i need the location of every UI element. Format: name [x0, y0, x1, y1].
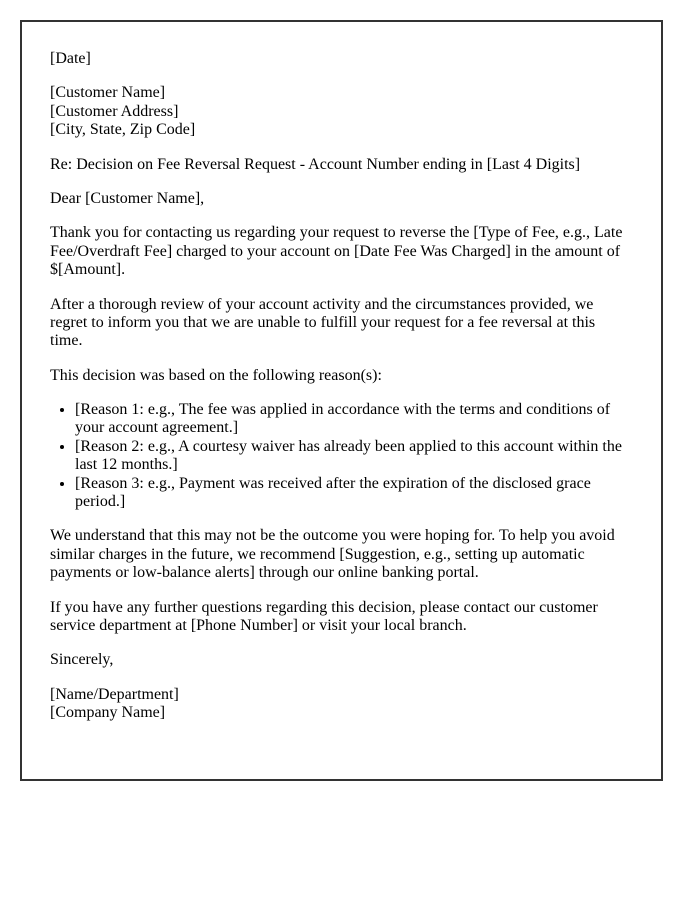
recipient-address-block [50, 84, 631, 139]
recipient-name-line: [Customer Name] [50, 84, 166, 102]
recipient-city-state-zip-line: [City, State, Zip Code] [50, 121, 196, 139]
reason-item-1: • [Reason 1: e.g., The fee was applied in accordance with the terms and conditions of your account agreement.] [75, 401, 631, 438]
salutation: Dear [Customer Name], [50, 189, 205, 207]
closing-paragraph-suggestion: We understand that this may not be the outcome you were hoping for. To help you avoid similar charges in the future, we recommend [Suggestion, e.g., setting up automatic payments or low-balance alerts] through our online banking portal. [50, 527, 615, 582]
recipient-address-line: [Customer Address] [50, 102, 179, 120]
signature-company-line: [Company Name] [50, 704, 166, 722]
body-paragraph-fee-request: Thank you for contacting us regarding your request to reverse the [Type of Fee, e.g., Late Fee/Overdraft Fee] charged to your account on [Date Fee Was Charged] in the amount of $[Amount]. [50, 224, 623, 279]
sign-off: Sincerely, [50, 651, 114, 669]
letter-sheet [20, 20, 663, 781]
signature-block [50, 686, 631, 723]
subject-line: Re: Decision on Fee Reversal Request - Account Number ending in [Last 4 Digits] [50, 155, 581, 173]
date-line: [Date] [50, 50, 91, 67]
body-paragraph-decision: After a thorough review of your account activity and the circumstances provided, we regret to inform you that we are unable to fulfill your request for a fee reversal at this time. [50, 295, 596, 350]
reasons-list [50, 401, 631, 511]
reasons-intro: This decision was based on the following reason(s): [50, 366, 382, 384]
closing-paragraph-contact: If you have any further questions regarding this decision, please contact our customer service department at [Phone Number] or visit your local branch. [50, 598, 598, 634]
signature-name-department-line: [Name/Department] [50, 685, 179, 703]
reason-item-2: • [Reason 2: e.g., A courtesy waiver has already been applied to this account within the last 12 months.] [75, 438, 631, 475]
reason-item-3: • [Reason 3: e.g., Payment was received after the expiration of the disclosed grace period.] [75, 475, 631, 512]
